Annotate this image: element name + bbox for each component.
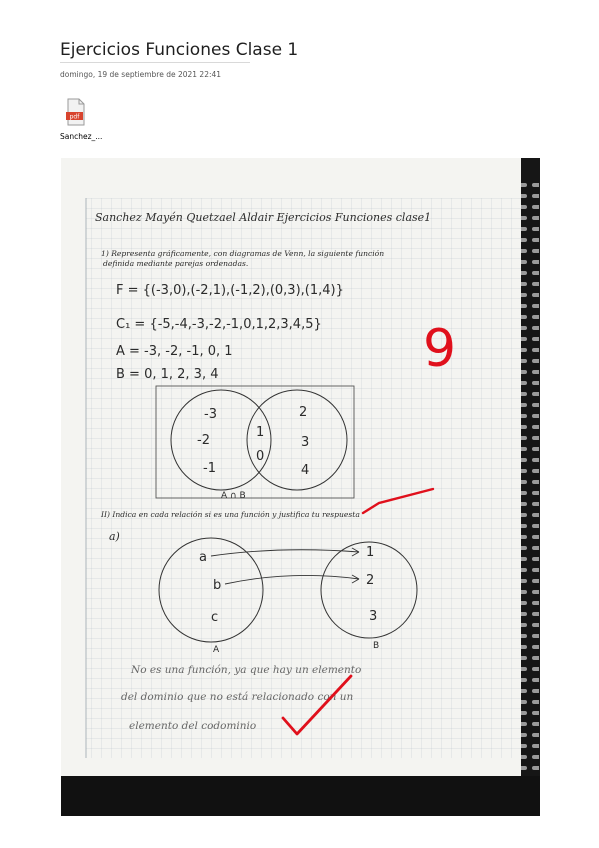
- scanned-notebook-page: [61, 158, 540, 816]
- venn-intersection-value: 1: [256, 425, 265, 440]
- answer-line2: del dominio que no está relacionado con un: [121, 691, 354, 703]
- notebook-spiral: [521, 178, 539, 778]
- page-date: domingo, 19 de septiembre de 2021 22:41: [60, 70, 222, 79]
- pdf-file-icon: [66, 98, 86, 126]
- venn-intersection-value: 0: [256, 449, 265, 464]
- venn-right-value: 3: [301, 435, 310, 450]
- venn-left-value: -2: [197, 433, 210, 448]
- domain-element: c: [211, 610, 219, 625]
- domain-element: b: [213, 578, 222, 593]
- answer-line3: elemento del codominio: [129, 720, 257, 732]
- pdf-type-label: pdf: [69, 113, 80, 121]
- venn-right-value: 2: [299, 405, 308, 420]
- attachment-filename: Sanchez_...: [60, 132, 103, 141]
- codomain-element: 2: [366, 573, 375, 588]
- set-a: A = -3, -2, -1, 0, 1: [116, 344, 233, 359]
- set-c: C₁ = {-5,-4,-3,-2,-1,0,1,2,3,4,5}: [116, 317, 322, 332]
- set-b: B = 0, 1, 2, 3, 4: [116, 367, 219, 382]
- grade-mark: 9: [423, 319, 457, 379]
- answer-line1: No es una función, ya que hay un elemento: [131, 664, 362, 676]
- exercise2-prompt: II) Indica en cada relación si es una función y justifica tu respuesta: [101, 510, 360, 519]
- codomain-element: 1: [366, 545, 375, 560]
- set-f: F = {(-3,0),(-2,1),(-1,2),(0,3),(1,4)}: [116, 283, 344, 298]
- pdf-attachment[interactable]: [60, 98, 120, 150]
- venn-left-value: -1: [203, 461, 216, 476]
- venn-right-value: 4: [301, 463, 310, 478]
- venn-left-value: -3: [204, 407, 217, 422]
- exercise1-prompt-line1: 1) Representa gráficamente, con diagramas de Venn, la siguiente función: [101, 249, 385, 258]
- notebook-header: Sanchez Mayén Quetzael Aldair Ejercicios Funciones clase1: [95, 211, 432, 224]
- exercise2-part-label: a): [109, 530, 120, 543]
- domain-element: a: [199, 550, 207, 565]
- codomain-element: 3: [369, 609, 378, 624]
- page-title: Ejercicios Funciones Clase 1: [60, 40, 299, 60]
- venn-caption: A ∩ B: [221, 491, 246, 501]
- codomain-label: B: [373, 641, 380, 651]
- domain-label: A: [213, 645, 220, 655]
- title-divider: [60, 62, 250, 63]
- exercise1-prompt-line2: definida mediante parejas ordenadas.: [103, 259, 249, 268]
- scan-bottom-band: [61, 776, 540, 816]
